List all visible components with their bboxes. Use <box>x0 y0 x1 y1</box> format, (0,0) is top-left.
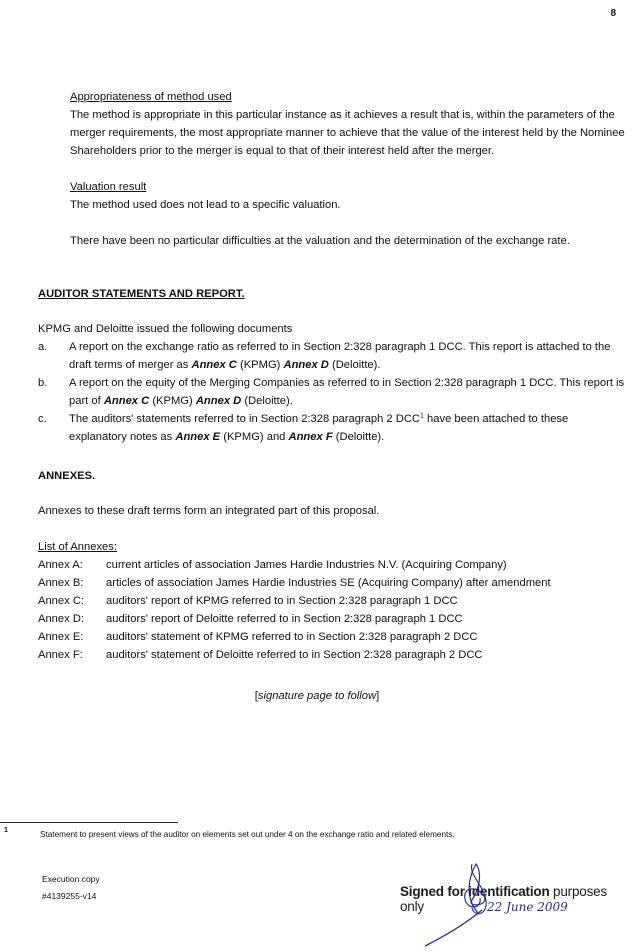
list-marker: b. <box>38 377 48 389</box>
annex-key: Annex B: <box>38 577 84 589</box>
list-text <box>69 338 628 374</box>
annex-key: Annex D: <box>38 613 85 625</box>
list-item <box>38 374 628 410</box>
stamp-text: Signed for identification <box>400 884 550 899</box>
text: (KPMG) and <box>220 431 289 443</box>
footnote-ref[interactable]: 1 <box>420 412 424 420</box>
stamp-text-rest: purposes only <box>400 884 607 914</box>
footer-execution-copy: Execution copy <box>42 874 100 884</box>
annexes-intro: Annexes to these draft terms form an integrated part of this proposal. <box>38 505 380 517</box>
annex-ref: Annex F <box>288 431 333 443</box>
text: (KPMG) <box>236 359 284 371</box>
list-item <box>38 338 628 374</box>
method-heading: Appropriateness of method used <box>70 91 232 103</box>
valuation-heading: Valuation result <box>70 181 147 193</box>
annex-value: auditors' statement of KPMG referred to in Section 2:328 paragraph 2 DCC <box>106 631 478 643</box>
annex-value: auditors' report of KPMG referred to in Section 2:328 paragraph 1 DCC <box>106 595 458 607</box>
text: A report on the equity of the Merging Companies as referred to in Section 2:328 paragraph 1 DCC. This report is part of <box>69 377 625 407</box>
annex-ref: Annex D <box>195 395 242 407</box>
list-item <box>38 410 628 446</box>
footer-doc-id: #4139255-v14 <box>42 891 97 901</box>
annex-key: Annex C: <box>38 595 85 607</box>
annex-value: auditors' report of Deloitte referred to in Section 2:328 paragraph 1 DCC <box>106 613 463 625</box>
annexes-heading: ANNEXES. <box>38 470 96 482</box>
list-marker: c. <box>38 413 47 425</box>
auditor-intro: KPMG and Deloitte issued the following documents <box>38 323 293 335</box>
text: (KPMG) <box>149 395 196 407</box>
annex-row <box>38 556 628 574</box>
annex-value: articles of association James Hardie Industries SE (Acquiring Company) after amendment <box>106 577 551 589</box>
annex-key: Annex A: <box>38 559 83 571</box>
signature-icon <box>420 858 500 950</box>
text: A report on the exchange ratio as referred to in Section 2:328 paragraph 1 DCC. This report is attached to the draft terms of merger as <box>69 341 611 371</box>
valuation-paragraph: The method used does not lead to a specific valuation. <box>70 199 341 211</box>
list-text <box>69 374 628 410</box>
text: The auditors' statements referred to in Section 2:328 paragraph 2 DCC <box>69 413 421 425</box>
annex-key: Annex E: <box>38 631 84 643</box>
difficulties-paragraph: There have been no particular difficulties at the valuation and the determination of the exchange rate. <box>70 235 570 247</box>
annex-row <box>38 574 628 592</box>
auditor-documents-list <box>38 338 628 446</box>
annex-row <box>38 592 628 610</box>
text: (Deloitte). <box>328 359 381 371</box>
annex-ref: Annex C <box>103 395 150 407</box>
method-paragraph: The method is appropriate in this particular instance as it achieves a result that is, within the parameters of the merger requirements, the most appropriate manner to achieve that the value of the interest held by the Nominee Shareholders prior to the merger is equal to that of their interest held after the merger. <box>70 109 625 157</box>
annex-key: Annex F: <box>38 649 83 661</box>
footnote-number: 1 <box>4 827 8 834</box>
signature-note-text: signature page to follow <box>257 690 377 702</box>
text: have been attached to these explanatory notes as <box>69 413 569 443</box>
annex-row <box>38 610 628 628</box>
method-section <box>70 88 625 250</box>
annexes-table <box>38 556 628 664</box>
annex-value: auditors' statement of Deloitte referred to in Section 2:328 paragraph 2 DCC <box>106 649 483 661</box>
annex-row <box>38 646 628 664</box>
page-number: 8 <box>610 8 616 19</box>
annex-ref: Annex E <box>175 431 221 443</box>
annex-row <box>38 628 628 646</box>
signature-page-note <box>0 690 634 702</box>
footnote-divider <box>0 822 178 823</box>
footnote-text: Statement to present views of the auditor on elements set out under 4 on the exchange ratio and related elements. <box>40 830 455 839</box>
list-marker: a. <box>38 341 48 353</box>
handwritten-date: 22 June 2009 <box>487 900 568 914</box>
bracket: ] <box>376 690 380 702</box>
annex-ref: Annex D <box>283 359 329 371</box>
annexes-list-title: List of Annexes: <box>38 541 117 553</box>
text: (Deloitte). <box>241 395 293 407</box>
annex-ref: Annex C <box>191 359 237 371</box>
annex-value: current articles of association James Hardie Industries N.V. (Acquiring Company) <box>106 559 507 571</box>
list-text <box>69 410 628 446</box>
bracket: [ <box>254 690 258 702</box>
text: (Deloitte). <box>332 431 385 443</box>
auditor-heading: AUDITOR STATEMENTS AND REPORT. <box>38 288 245 300</box>
